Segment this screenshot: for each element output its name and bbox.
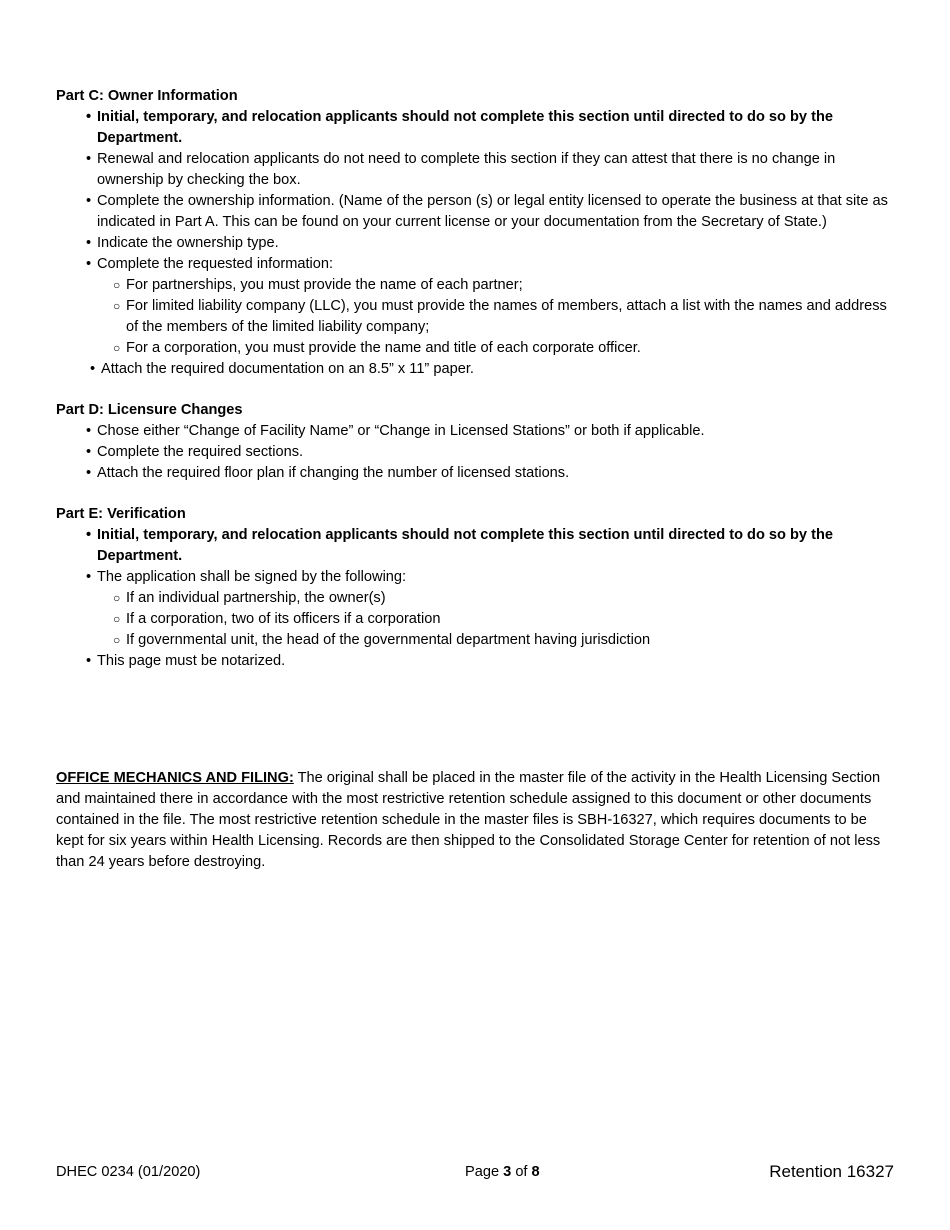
part-e-sub-item-1: ○ If an individual partnership, the owner(s): [113, 588, 896, 609]
part-e-sub-item-2: ○ If a corporation, two of its officers if a corporation: [113, 609, 896, 630]
office-mechanics-text: The original shall be placed in the master file of the activity in the Health Licensing Section and maintained there in accordance with the most restrictive retention schedule assigned to this document or other documents contained in the file. The most restrictive retention schedule in the master files is SBH-16327, which requires documents to be kept for six years within Health Licensing. Records are then shipped to the Consolidated Storage Center for retention of not less than 24 years before destroying.: [56, 769, 881, 870]
part-e-notarize-bullet: • This page must be notarized.: [86, 651, 896, 672]
part-d-heading: Part D: Licensure Changes: [56, 402, 243, 418]
page-of: of: [511, 1164, 532, 1180]
part-e-section: [56, 504, 896, 672]
part-c-bullet-3: • Complete the ownership information. (Name of the person (s) or legal entity licensed to operate the business at that site as indicated in Part A. This can be found on your current license or your documentation from the Secretary of State.): [86, 191, 896, 233]
office-mechanics-paragraph: [56, 768, 896, 873]
part-c-section: [56, 86, 896, 380]
part-d-section: [56, 400, 896, 484]
office-mechanics-label: OFFICE MECHANICS AND FILING:: [56, 769, 294, 786]
part-c-sub-item-3: ○ For a corporation, you must provide the name and title of each corporate officer.: [113, 338, 896, 359]
part-e-sub-item-3: ○ If governmental unit, the head of the governmental department having jurisdiction: [113, 630, 896, 651]
page-total: 8: [531, 1164, 540, 1180]
page-current: 3: [503, 1164, 512, 1180]
part-e-bullet-2: [86, 567, 896, 651]
part-c-attach-bullet: • Attach the required documentation on an 8.5” x 11” paper.: [90, 359, 896, 380]
part-c-bullet-5: [86, 254, 896, 359]
part-e-list: [56, 525, 896, 672]
page-number: [465, 1164, 540, 1180]
part-c-bullet-1: • Initial, temporary, and relocation applicants should not complete this section until directed to do so by the Department.: [86, 107, 896, 149]
instructions-body: [56, 86, 896, 692]
part-e-heading: Part E: Verification: [56, 506, 186, 522]
part-e-bullet-2-text: The application shall be signed by the following:: [97, 569, 407, 585]
form-id: DHEC 0234 (01/2020): [56, 1164, 201, 1180]
page-word: Page: [465, 1164, 504, 1180]
part-c-bullet-2: • Renewal and relocation applicants do not need to complete this section if they can attest that there is no change in ownership by checking the box.: [86, 149, 896, 191]
part-c-bullet-4: • Indicate the ownership type.: [86, 233, 896, 254]
part-d-bullet-1: • Chose either “Change of Facility Name” or “Change in Licensed Stations” or both if applicable.: [86, 421, 896, 442]
part-d-bullet-3: • Attach the required floor plan if changing the number of licensed stations.: [86, 463, 896, 484]
part-c-list: [56, 107, 896, 380]
retention-label: Retention 16327: [769, 1162, 894, 1181]
part-d-list: [56, 421, 896, 484]
part-e-sublist: [97, 588, 896, 651]
part-d-bullet-2: • Complete the required sections.: [86, 442, 896, 463]
part-c-bullet-5-text: Complete the requested information:: [97, 256, 334, 272]
part-c-sublist: [97, 275, 896, 359]
part-c-heading: Part C: Owner Information: [56, 88, 238, 104]
part-e-bullet-1: • Initial, temporary, and relocation applicants should not complete this section until directed to do so by the Department.: [86, 525, 896, 567]
part-c-sub-item-2: ○ For limited liability company (LLC), you must provide the names of members, attach a list with the names and address of the members of the limited liability company;: [113, 296, 896, 338]
part-c-sub-item-1: ○ For partnerships, you must provide the name of each partner;: [113, 275, 896, 296]
page-footer: [0, 1162, 950, 1186]
